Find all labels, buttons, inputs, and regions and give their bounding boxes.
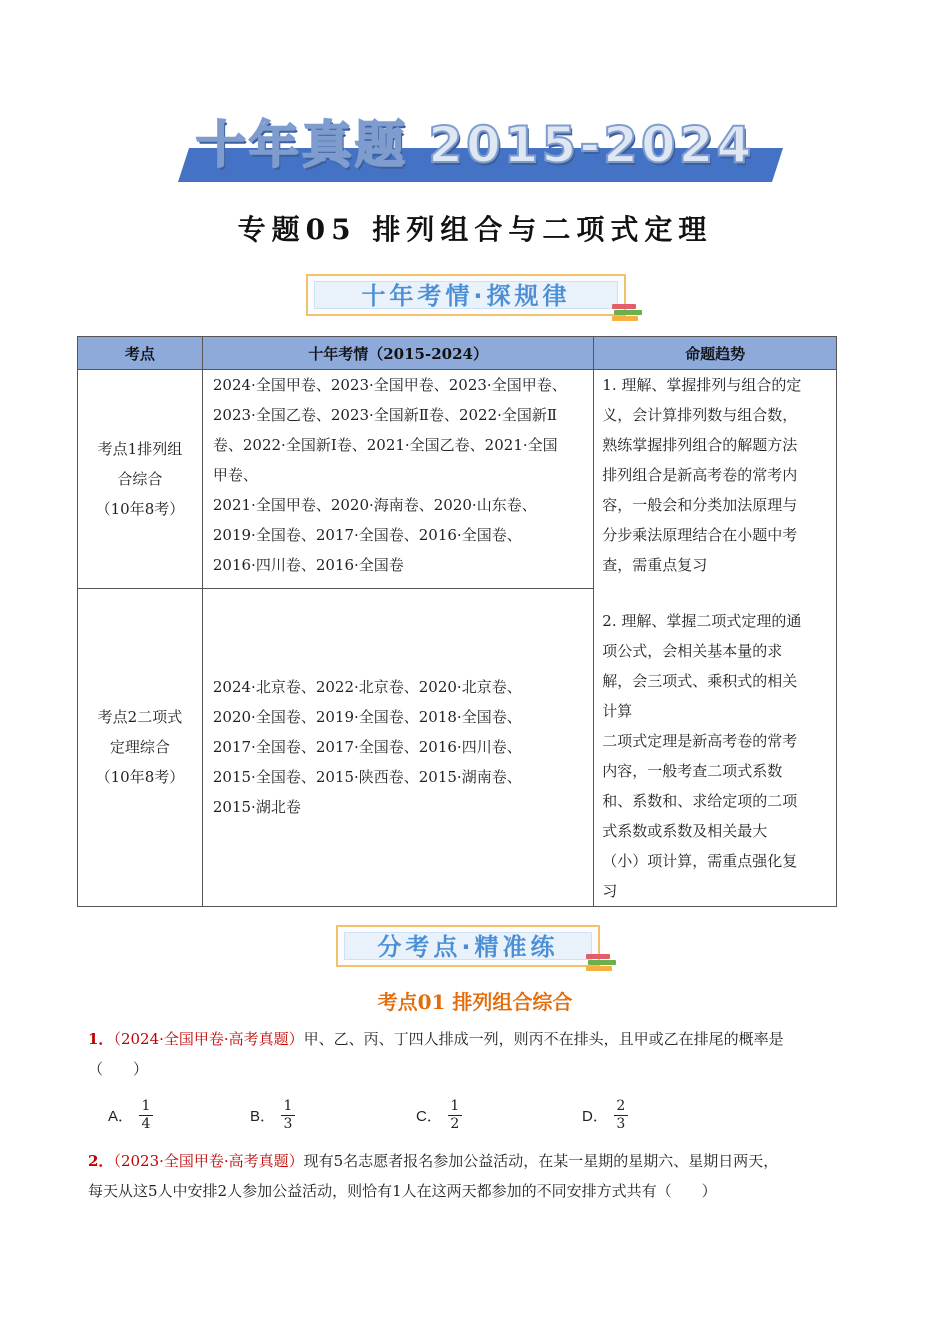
question-2 [88, 1146, 868, 1206]
topic-line: 合综合 [117, 469, 163, 488]
fraction: $\frac{1}{2}$ [448, 1098, 462, 1133]
section-label-overview: 十年考情·探规律 [361, 282, 571, 310]
trend-line: （小）项计算，需重点强化复 [602, 852, 798, 870]
fraction: $\frac{2}{3}$ [614, 1098, 628, 1133]
history-line: 2015·全国卷、2015·陕西卷、2015·湖南卷、 [212, 768, 522, 787]
history-line: 2016·四川卷、2016·全国卷 [212, 556, 404, 574]
history-line: 2024·全国甲卷、2023·全国甲卷、2023·全国甲卷、 [212, 376, 567, 394]
document-title: 专题05 排列组合与二项式定理 [237, 213, 713, 246]
trend-line: 查，需重点复习 [602, 556, 708, 574]
history-line: 2015·湖北卷 [212, 798, 301, 817]
trend-line: 解，会三项式、乘积式的相关 [602, 672, 798, 690]
header-history: 十年考情（2015-2024） [202, 337, 593, 370]
option-label: D． [582, 1107, 608, 1125]
history-line: 2023·全国乙卷、2023·全国新Ⅱ卷、2022·全国新Ⅱ [212, 406, 558, 424]
question-source: （2023·全国甲卷·高考真题） [113, 1152, 304, 1170]
trend-line: 习 [602, 882, 618, 900]
question-1 [88, 1024, 868, 1084]
books-icon [586, 950, 616, 974]
books-icon [612, 300, 642, 324]
question-text: 现有5名志愿者报名参加公益活动，在某一星期的星期六、星期日两天， [303, 1152, 779, 1170]
table-row [78, 370, 837, 589]
trend-line: 义，会计算排列数与组合数， [602, 406, 798, 424]
trend-line: 排列组合是新高考卷的常考内 [602, 466, 798, 484]
history-line: 2020·全国卷、2019·全国卷、2018·全国卷、 [212, 708, 522, 727]
question-text: 甲、乙、丙、丁四人排成一列，则丙不在排头，且甲或乙在排尾的概率是 [303, 1030, 784, 1048]
history-line: 卷、2022·全国新Ⅰ卷、2021·全国乙卷、2021·全国 [212, 436, 558, 454]
section-banner-overview [306, 274, 626, 316]
trend-line: 二项式定理是新高考卷的常考 [602, 732, 798, 750]
question-number: 2． [88, 1152, 114, 1170]
topic-line: （10年8考） [95, 499, 185, 518]
answer-options [108, 1092, 808, 1138]
history-line: 2019·全国卷、2017·全国卷、2016·全国卷、 [212, 526, 522, 544]
fraction: $\frac{1}{3}$ [281, 1098, 295, 1133]
trend-cell [594, 370, 837, 907]
option-a[interactable] [108, 1092, 153, 1138]
banner-title: 十年真题 2015-2024 [195, 116, 755, 174]
header-topic: 考点 [78, 337, 203, 370]
option-label: B． [250, 1107, 276, 1125]
trend-line: 容，一般会和分类加法原理与 [602, 496, 798, 514]
history-line: 2017·全国卷、2017·全国卷、2016·四川卷、 [212, 738, 522, 757]
trend-spacer [602, 580, 828, 606]
section-banner-practice [336, 925, 600, 967]
trend-line: 熟练掌握排列组合的解题方法 [602, 436, 798, 454]
topic-line: （10年8考） [95, 768, 185, 787]
exam-stats-table [77, 336, 837, 907]
history-line: 2021·全国甲卷、2020·海南卷、2020·山东卷、 [212, 496, 537, 514]
trend-line: 式系数或系数及相关最大 [602, 822, 768, 840]
option-c[interactable] [416, 1092, 462, 1138]
history-cell [202, 588, 593, 906]
question-source: （2024·全国甲卷·高考真题） [113, 1030, 304, 1048]
history-line: 甲卷、 [212, 466, 258, 484]
history-line: 2024·北京卷、2022·北京卷、2020·北京卷、 [212, 678, 522, 697]
option-label: A． [108, 1107, 134, 1125]
header-banner [178, 112, 772, 186]
trend-line: 2. 理解、掌握二项式定理的通 [602, 612, 802, 630]
option-b[interactable] [250, 1092, 295, 1138]
question-blank: （ ） [88, 1060, 149, 1078]
question-text: 每天从这5人中安排2人参加公益活动，则恰有1人在这两天都参加的不同安排方式共有（ ） [88, 1182, 717, 1200]
header-trend: 命题趋势 [594, 337, 837, 370]
trend-line: 项公式，会相关基本量的求 [602, 642, 783, 660]
trend-line: 计算 [602, 702, 633, 720]
question-number: 1． [88, 1030, 114, 1048]
trend-line: 1. 理解、掌握排列与组合的定 [602, 376, 802, 394]
option-label: C． [416, 1107, 442, 1125]
topic-cell [78, 588, 203, 906]
trend-line: 和、系数和、求给定项的二项 [602, 792, 798, 810]
topic-heading: 考点01 排列组合综合 [377, 990, 573, 1014]
topic-line: 定理综合 [109, 738, 170, 757]
topic-cell [78, 370, 203, 589]
topic-line: 考点1排列组 [97, 439, 183, 458]
trend-line: 内容，一般考查二项式系数 [602, 762, 783, 780]
fraction: $\frac{1}{4}$ [139, 1098, 153, 1133]
option-d[interactable] [582, 1092, 628, 1138]
trend-line: 分步乘法原理结合在小题中考 [602, 526, 798, 544]
history-cell [202, 370, 593, 589]
table-header-row [78, 337, 837, 370]
section-label-practice: 分考点·精准练 [377, 933, 559, 961]
topic-line: 考点2二项式 [97, 708, 183, 727]
